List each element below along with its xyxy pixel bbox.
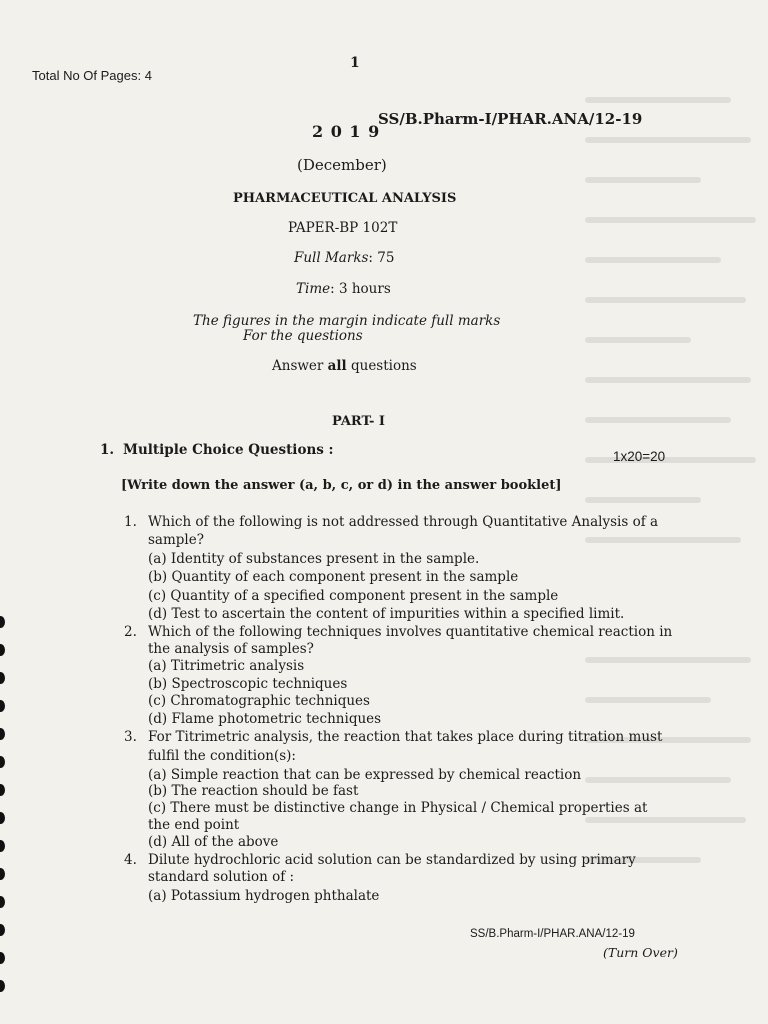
binding-hole [0, 756, 5, 768]
binding-hole [0, 952, 5, 964]
answer-all-emphasis: all [327, 358, 347, 374]
show-through-texture [578, 60, 768, 960]
time-label: Time [296, 281, 331, 297]
question-text-line: For Titrimetric analysis, the reaction that takes place during titration must [148, 729, 663, 745]
question-text-line: Which of the following is not addressed through Quantitative Analysis of a [148, 514, 659, 530]
option-c: (c) There must be distinctive change in Physical / Chemical properties at [148, 800, 648, 816]
answer-all-text-end: questions [346, 358, 417, 374]
section-title: Multiple Choice Questions : [123, 442, 334, 458]
part-heading: PART- I [332, 414, 386, 429]
footer-code: SS/B.Pharm-I/PHAR.ANA/12-19 [470, 928, 635, 940]
binding-hole [0, 784, 5, 796]
question-number: 2. [124, 624, 137, 640]
full-marks [294, 250, 394, 266]
question-text-line: Dilute hydrochloric acid solution can be standardized by using primary [148, 852, 636, 868]
answer-all-instruction [272, 358, 417, 374]
section-number: 1. [100, 442, 115, 458]
full-marks-label: Full Marks [294, 250, 369, 266]
question-text-line: Which of the following techniques involves quantitative chemical reaction in [148, 624, 673, 640]
answer-all-text: Answer [272, 358, 328, 374]
question-number: 4. [124, 852, 137, 868]
binding-hole [0, 840, 5, 852]
binding-hole [0, 672, 5, 684]
section-marks: 1x20=20 [613, 449, 666, 464]
binding-hole [0, 868, 5, 880]
question-number: 3. [124, 729, 137, 745]
option-b: (b) The reaction should be fast [148, 783, 359, 799]
option-a: (a) Titrimetric analysis [148, 658, 305, 674]
question-number: 1. [124, 514, 137, 530]
exam-time [296, 281, 391, 297]
margin-note-2: For the questions [243, 328, 363, 344]
margin-note: The figures in the margin indicate full marks [193, 313, 501, 329]
question-text-line: the analysis of samples? [148, 641, 314, 657]
option-d: (d) Test to ascertain the content of impurities within a specified limit. [148, 606, 625, 622]
turn-over: (Turn Over) [603, 945, 678, 960]
page-number: 1 [350, 55, 360, 71]
time-value: : 3 hours [330, 281, 391, 297]
full-marks-value: : 75 [368, 250, 395, 266]
binding-hole [0, 924, 5, 936]
option-c: (c) Chromatographic techniques [148, 693, 370, 709]
binding-hole [0, 812, 5, 824]
total-pages: Total No Of Pages: 4 [32, 68, 152, 83]
subject-title: PHARMACEUTICAL ANALYSIS [233, 191, 457, 206]
exam-year: 2 0 1 9 [312, 122, 381, 141]
question-text-line: fulfil the condition(s): [148, 748, 296, 764]
option-c: (c) Quantity of a specified component present in the sample [148, 588, 559, 604]
question-text-line: standard solution of : [148, 869, 295, 885]
binding-hole [0, 980, 5, 992]
binding-hole [0, 644, 5, 656]
question-text-line: sample? [148, 532, 204, 548]
binding-hole [0, 728, 5, 740]
binding-hole [0, 700, 5, 712]
exam-month: (December) [297, 156, 387, 174]
option-b: (b) Quantity of each component present in the sample [148, 569, 519, 585]
binding-hole [0, 616, 5, 628]
section-instruction: [Write down the answer (a, b, c, or d) in the answer booklet] [121, 478, 562, 493]
option-d: (d) All of the above [148, 834, 279, 850]
option-b: (b) Spectroscopic techniques [148, 676, 348, 692]
option-a: (a) Identity of substances present in the sample. [148, 551, 480, 567]
option-d: (d) Flame photometric techniques [148, 711, 382, 727]
paper-name: PAPER-BP 102T [288, 220, 398, 236]
binding-hole [0, 896, 5, 908]
option-c-continued: the end point [148, 817, 240, 833]
paper-code: SS/B.Pharm-I/PHAR.ANA/12-19 [378, 110, 643, 128]
option-a: (a) Simple reaction that can be expressed by chemical reaction [148, 767, 582, 783]
option-a: (a) Potassium hydrogen phthalate [148, 888, 380, 904]
